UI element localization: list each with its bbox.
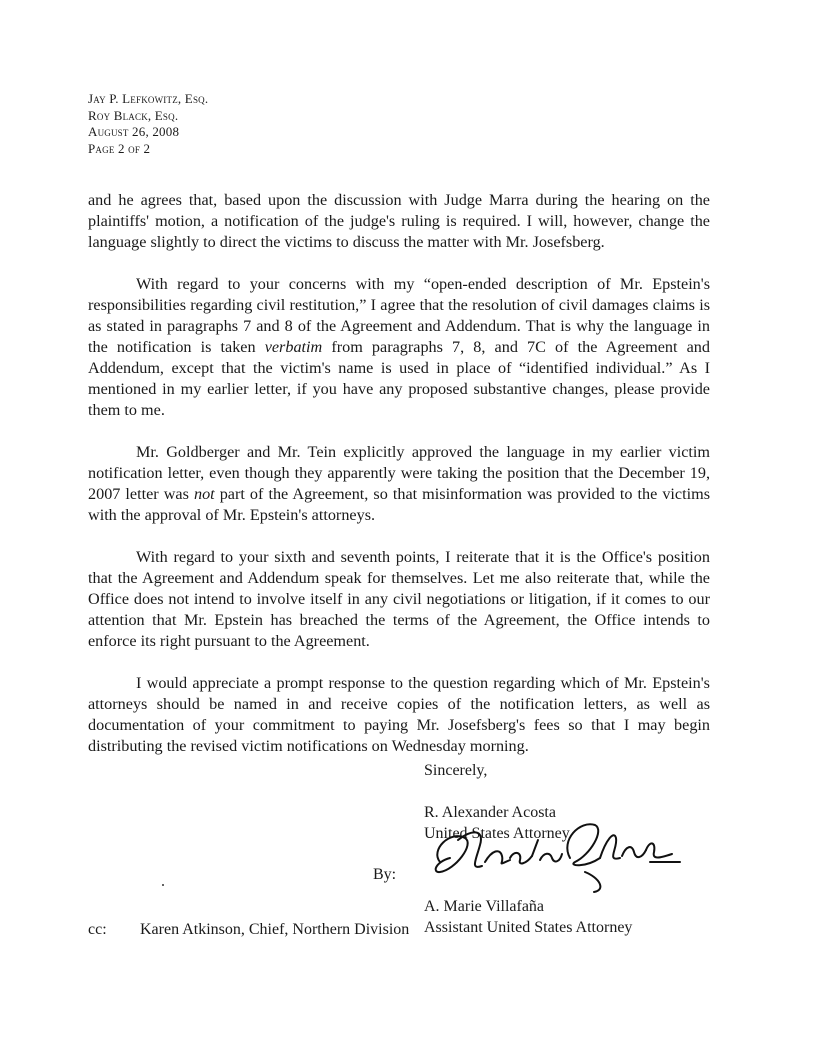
- paragraph-3-part-b: part of the Agreement, so that misinformation was provided to the victims with the approval of Mr. Epstein's attorneys.: [88, 485, 710, 524]
- closing-salutation: Sincerely,: [424, 762, 488, 779]
- by-label: By:: [373, 866, 397, 883]
- paragraph-2: [88, 274, 710, 421]
- cc-recipient: Karen Atkinson, Chief, Northern Division: [140, 921, 410, 938]
- letter-header: [88, 91, 208, 157]
- paragraph-1: and he agrees that, based upon the discussion with Judge Marra during the hearing on the plaintiffs' motion, a notification of the judge's ruling is required. I will, however, change the language slightly to direct the victims to discuss the matter with Mr. Josefsberg.: [88, 191, 710, 251]
- paragraph-2-part-b: from paragraphs 7, 8, and 7C of the Agreement and Addendum, except that the victim's name is used in place of “identified individual.” As I mentioned in my earlier letter, if you have any proposed substantive changes, please provide them to me.: [88, 338, 710, 419]
- us-attorney-title: United States Attorney: [424, 825, 570, 842]
- header-date: August 26, 2008: [88, 124, 180, 139]
- handwritten-signature: [410, 800, 690, 900]
- paragraph-2-emphasis: verbatim: [264, 338, 323, 356]
- cc-line: [88, 921, 409, 939]
- header-recipient-1: Jay P. Lefkowitz, Esq.: [88, 91, 209, 106]
- signer-name: A. Marie Villafaña: [424, 898, 545, 915]
- paragraph-3: [88, 442, 710, 526]
- stray-mark: [162, 884, 164, 886]
- paragraph-4: With regard to your sixth and seventh points, I reiterate that it is the Office's position that the Agreement and Addendum speak for themselves. Let me also reiterate that, while the Office does not intend to involve itself in any civil negotiations or litigation, if it comes to our attention that Mr. Epstein has breached the terms of the Agreement, the Office intends to enforce its right pursuant to the Agreement.: [88, 548, 710, 650]
- letter-body: [88, 190, 710, 778]
- paragraph-5: I would appreciate a prompt response to the question regarding which of Mr. Epstein's attorneys should be named in and receive copies of the notification letters, as well as documentation of your commitment to paying Mr. Josefsberg's fees so that I may begin distributing the revised victim notifications on Wednesday morning.: [88, 674, 710, 755]
- us-attorney-name: R. Alexander Acosta: [424, 804, 556, 821]
- paragraph-3-part-a: Mr. Goldberger and Mr. Tein explicitly approved the language in my earlier victim notification letter, even though they apparently were taking the position that the December 19, 2007 letter was: [88, 443, 710, 503]
- paragraph-2-part-a: With regard to your concerns with my “open-ended description of Mr. Epstein's responsibilities regarding civil restitution,” I agree that the resolution of civil damages claims is as stated in paragraphs 7 and 8 of the Agreement and Addendum. That is why the language in the notification is taken: [88, 275, 710, 356]
- header-recipient-2: Roy Black, Esq.: [88, 107, 179, 123]
- signer-title: Assistant United States Attorney: [424, 919, 633, 936]
- paragraph-3-emphasis: not: [193, 485, 215, 503]
- cc-label: cc:: [88, 921, 107, 938]
- header-page-number: Page 2 of 2: [88, 140, 151, 156]
